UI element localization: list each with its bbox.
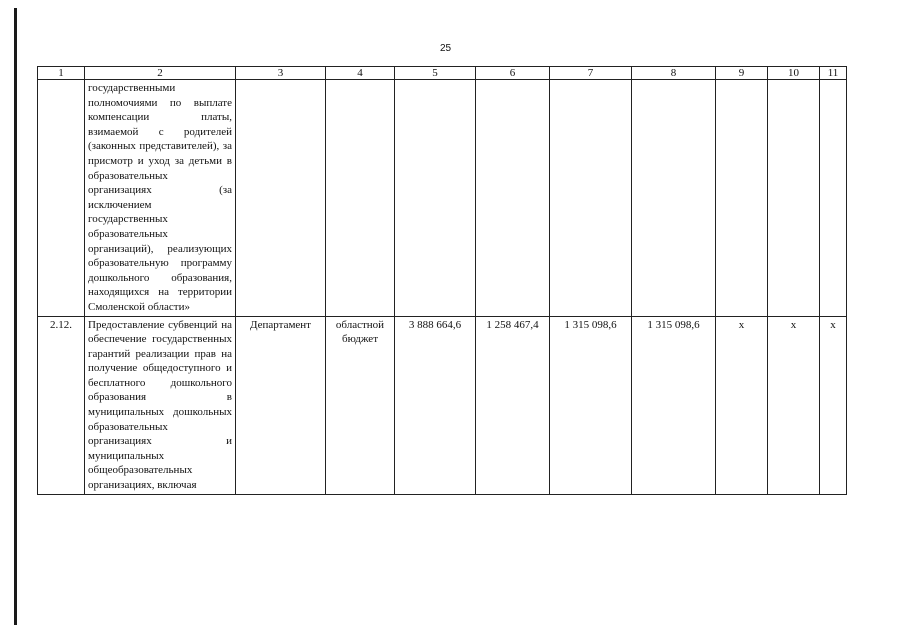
amount-cell: 1 258 467,4: [476, 316, 550, 494]
amount-cell: 1 315 098,6: [550, 316, 632, 494]
binding-line: [14, 8, 17, 625]
page-number: 25: [440, 43, 452, 54]
amount-cell: [395, 80, 476, 317]
amount-cell: [476, 80, 550, 317]
column-number: 7: [550, 67, 632, 80]
amount-cell: [550, 80, 632, 317]
amount-cell: 1 315 098,6: [632, 316, 716, 494]
amount-cell: [632, 80, 716, 317]
funding-source-cell: областной бюджет: [326, 316, 395, 494]
budget-table: [37, 66, 847, 495]
column-number: 5: [395, 67, 476, 80]
column-number: 2: [85, 67, 236, 80]
indicator-cell: [768, 80, 820, 317]
table-row: [38, 316, 847, 494]
description-cell: Предоставление субвенций на обеспечение государственных гарантий реализации прав на получение общедоступного и бесплатного дошкольного образования в муниципальных дошкольных образовательных организациях и муниципальных общеобразовательных организациях, включая: [85, 316, 236, 494]
column-number: 1: [38, 67, 85, 80]
column-number: 9: [716, 67, 768, 80]
executor-cell: Департамент: [236, 316, 326, 494]
description-cell: государственными полномочиями по выплате компенсации платы, взимаемой с родителей (законных представителей), за присмотр и уход за детьми в образовательных организациях (за исключением государственных образовательных организаций), реализующих образовательную программу дошкольного образования, находящихся на территории Смоленской области»: [85, 80, 236, 317]
row-number-cell: 2.12.: [38, 316, 85, 494]
funding-source-cell: [326, 80, 395, 317]
column-number: 4: [326, 67, 395, 80]
indicator-cell: [820, 80, 847, 317]
column-number: 8: [632, 67, 716, 80]
amount-cell: 3 888 664,6: [395, 316, 476, 494]
indicator-cell: х: [768, 316, 820, 494]
column-number: 6: [476, 67, 550, 80]
column-number: 11: [820, 67, 847, 80]
indicator-cell: х: [716, 316, 768, 494]
column-number-row: [38, 67, 847, 80]
row-number-cell: [38, 80, 85, 317]
column-number: 10: [768, 67, 820, 80]
column-number: 3: [236, 67, 326, 80]
executor-cell: [236, 80, 326, 317]
table-row: [38, 80, 847, 317]
indicator-cell: [716, 80, 768, 317]
indicator-cell: х: [820, 316, 847, 494]
